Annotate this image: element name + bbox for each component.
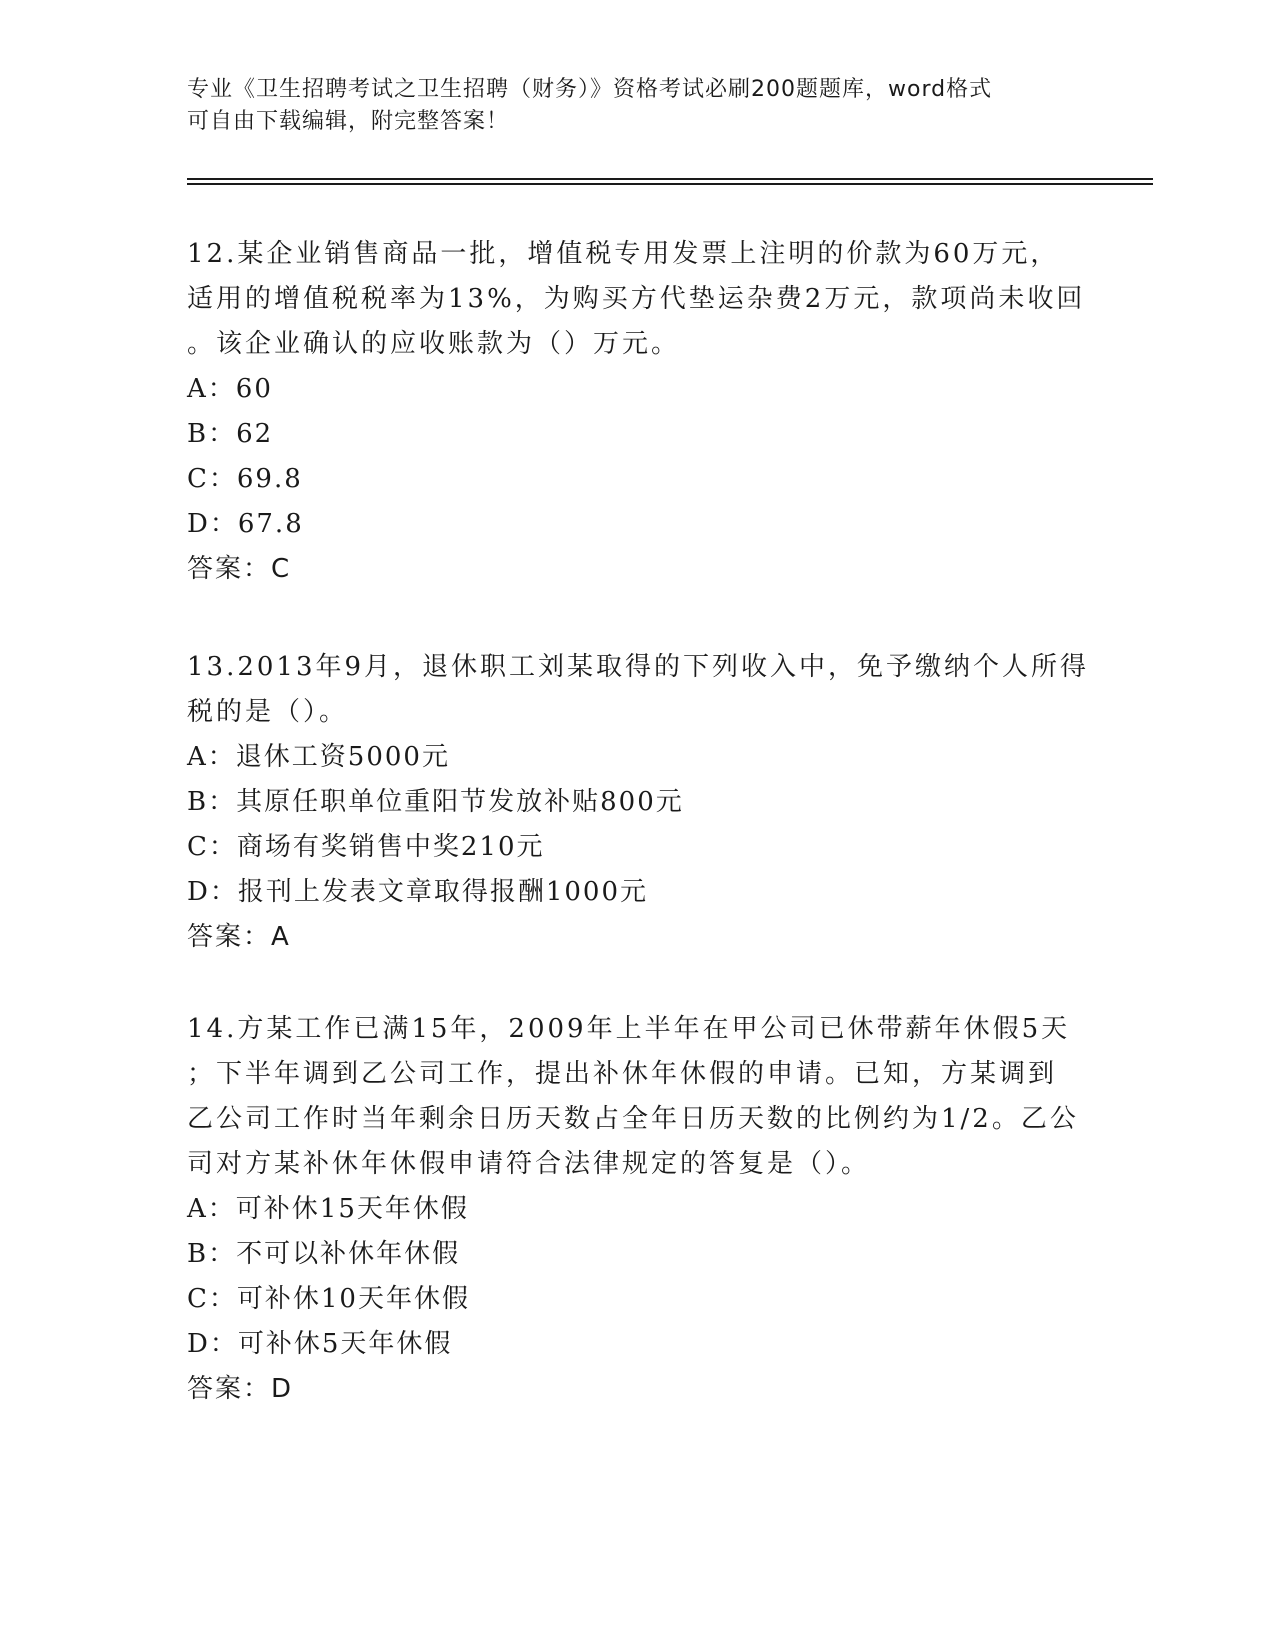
option-b: B：其原任职单位重阳节发放补贴800元 xyxy=(187,787,684,817)
option-c: C：商场有奖销售中奖210元 xyxy=(187,832,545,862)
answer-line: 答案：C xyxy=(187,554,292,584)
question-text-line: 13.2013年9月，退休职工刘某取得的下列收入中，免予缴纳个人所得 xyxy=(187,652,1090,682)
option-b: B：62 xyxy=(187,419,274,449)
question-text-line: 司对方某补休年休假申请符合法律规定的答复是（）。 xyxy=(187,1149,871,1179)
option-a: A：60 xyxy=(187,374,273,404)
option-c: C：69.8 xyxy=(187,464,303,494)
header-divider-bottom xyxy=(187,183,1153,185)
option-a: A：退休工资5000元 xyxy=(187,742,450,772)
option-c: C：可补休10天年休假 xyxy=(187,1284,470,1314)
question-14 xyxy=(187,1007,1087,1412)
header-title-line-2: 可自由下载编辑，附完整答案！ xyxy=(187,109,510,134)
answer-line: 答案：A xyxy=(187,922,291,952)
question-13 xyxy=(187,645,1090,960)
answer-line: 答案：D xyxy=(187,1374,294,1404)
option-b: B：不可以补休年休假 xyxy=(187,1239,461,1269)
question-text-line: 适用的增值税税率为13%，为购买方代垫运杂费2万元，款项尚未收回 xyxy=(187,284,1086,314)
document-header xyxy=(187,74,1087,138)
question-text-line: ；下半年调到乙公司工作，提出补休年休假的申请。已知，方某调到 xyxy=(187,1059,1058,1089)
question-text-line: 乙公司工作时当年剩余日历天数占全年日历天数的比例约为1/2。乙公 xyxy=(187,1104,1079,1134)
question-text-line: 税的是（）。 xyxy=(187,697,349,727)
header-divider-top xyxy=(187,178,1153,180)
option-d: D：67.8 xyxy=(187,509,304,539)
question-12 xyxy=(187,232,1087,592)
header-title-line-1: 专业《卫生招聘考试之卫生招聘（财务）》资格考试必刷200题题库，word格式 xyxy=(187,77,993,102)
question-text-line: 12.某企业销售商品一批，增值税专用发票上注明的价款为60万元， xyxy=(187,239,1060,269)
option-d: D：可补休5天年休假 xyxy=(187,1329,453,1359)
option-a: A：可补休15天年休假 xyxy=(187,1194,469,1224)
question-text-line: 。该企业确认的应收账款为（）万元。 xyxy=(187,329,681,359)
question-text-line: 14.方某工作已满15年，2009年上半年在甲公司已休带薪年休假5天 xyxy=(187,1014,1071,1044)
option-d: D：报刊上发表文章取得报酬1000元 xyxy=(187,877,649,907)
